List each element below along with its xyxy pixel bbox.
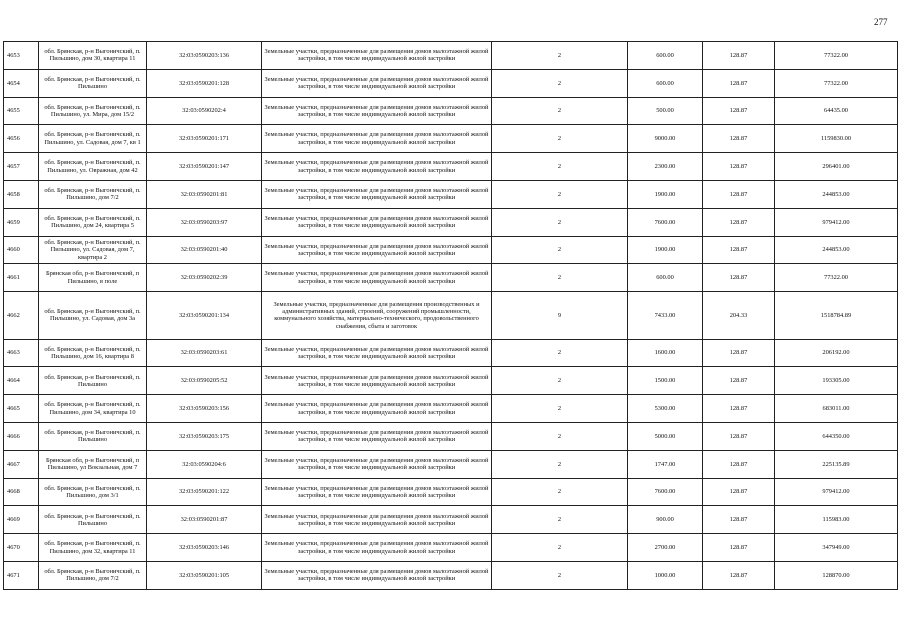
permitted-use-cell: Земельные участки, предназначенные для размещения домов малоэтажной жилой застройки, в том числе индивидуальной жилой застройки xyxy=(262,180,492,208)
permitted-use-cell: Земельные участки, предназначенные для размещения домов малоэтажной жилой застройки, в том числе индивидуальной жилой застройки xyxy=(262,395,492,423)
permitted-use-cell: Земельные участки, предназначенные для размещения домов малоэтажной жилой застройки, в том числе индивидуальной жилой застройки xyxy=(262,236,492,264)
category-cell: 2 xyxy=(492,534,628,562)
area-cell: 2700.00 xyxy=(628,534,703,562)
rate-cell: 204.33 xyxy=(703,292,775,340)
category-cell: 2 xyxy=(492,236,628,264)
table-row xyxy=(4,236,898,264)
permitted-use-cell: Земельные участки, предназначенные для размещения домов малоэтажной жилой застройки, в том числе индивидуальной жилой застройки xyxy=(262,478,492,506)
rate-cell: 128.87 xyxy=(703,339,775,367)
category-cell: 2 xyxy=(492,69,628,97)
cadastral-number-cell: 32:03:0590203:156 xyxy=(147,395,262,423)
table-row xyxy=(4,395,898,423)
permitted-use-cell: Земельные участки, предназначенные для размещения домов малоэтажной жилой застройки, в том числе индивидуальной жилой застройки xyxy=(262,69,492,97)
category-cell: 2 xyxy=(492,450,628,478)
permitted-use-cell: Земельные участки, предназначенные для размещения домов малоэтажной жилой застройки, в том числе индивидуальной жилой застройки xyxy=(262,264,492,292)
cadastral-value-cell: 77322.00 xyxy=(775,69,898,97)
address-cell: обл. Брянская, р-н Выгоничский, п. Пильшино, дом 30, квартира 11 xyxy=(39,42,147,70)
cadastral-value-cell: 77322.00 xyxy=(775,42,898,70)
rate-cell: 128.87 xyxy=(703,264,775,292)
permitted-use-cell: Земельные участки, предназначенные для размещения домов малоэтажной жилой застройки, в том числе индивидуальной жилой застройки xyxy=(262,339,492,367)
cadastral-value-cell: 1159830.00 xyxy=(775,125,898,153)
permitted-use-cell: Земельные участки, предназначенные для размещения домов малоэтажной жилой застройки, в том числе индивидуальной жилой застройки xyxy=(262,562,492,590)
category-cell: 2 xyxy=(492,264,628,292)
row-number-cell: 4661 xyxy=(4,264,39,292)
cadastral-value-cell: 128870.00 xyxy=(775,562,898,590)
permitted-use-cell: Земельные участки, предназначенные для размещения производственных и административных зданий, строений, сооружений промышленности, коммунального хозяйства, материально-технического, продовольственного снабжения, сбыта и заготовок xyxy=(262,292,492,340)
table-row xyxy=(4,97,898,125)
category-cell: 2 xyxy=(492,367,628,395)
table-row xyxy=(4,367,898,395)
table-row xyxy=(4,562,898,590)
address-cell: обл. Брянская, р-н Выгоничский, п. Пильшино, ул. Садовая, дом 3а xyxy=(39,292,147,340)
address-cell: обл. Брянская, р-н Выгоничский, п. Пильшино, дом 32, квартира 11 xyxy=(39,534,147,562)
area-cell: 600.00 xyxy=(628,69,703,97)
cadastral-number-cell: 32:03:0590201:134 xyxy=(147,292,262,340)
category-cell: 2 xyxy=(492,395,628,423)
table-row xyxy=(4,153,898,181)
cadastral-number-cell: 32:03:0590202:39 xyxy=(147,264,262,292)
row-number-cell: 4669 xyxy=(4,506,39,534)
cadastral-value-cell: 979412.00 xyxy=(775,208,898,236)
rate-cell: 128.87 xyxy=(703,423,775,451)
row-number-cell: 4666 xyxy=(4,423,39,451)
table-row xyxy=(4,506,898,534)
category-cell: 2 xyxy=(492,478,628,506)
row-number-cell: 4663 xyxy=(4,339,39,367)
cadastral-number-cell: 32:03:0590201:105 xyxy=(147,562,262,590)
rate-cell: 128.87 xyxy=(703,42,775,70)
area-cell: 5000.00 xyxy=(628,423,703,451)
area-cell: 1900.00 xyxy=(628,180,703,208)
row-number-cell: 4659 xyxy=(4,208,39,236)
address-cell: обл. Брянская, р-н Выгоничский, п. Пильшино, ул. Садовая, дом 7, кв 1 xyxy=(39,125,147,153)
row-number-cell: 4671 xyxy=(4,562,39,590)
row-number-cell: 4667 xyxy=(4,450,39,478)
permitted-use-cell: Земельные участки, предназначенные для размещения домов малоэтажной жилой застройки, в том числе индивидуальной жилой застройки xyxy=(262,208,492,236)
area-cell: 5300.00 xyxy=(628,395,703,423)
cadastral-value-cell: 644350.00 xyxy=(775,423,898,451)
category-cell: 2 xyxy=(492,42,628,70)
area-cell: 9000.00 xyxy=(628,125,703,153)
permitted-use-cell: Земельные участки, предназначенные для размещения домов малоэтажной жилой застройки, в том числе индивидуальной жилой застройки xyxy=(262,450,492,478)
cadastral-value-cell: 244853.00 xyxy=(775,236,898,264)
area-cell: 600.00 xyxy=(628,42,703,70)
rate-cell: 128.87 xyxy=(703,180,775,208)
cadastral-value-cell: 347949.00 xyxy=(775,534,898,562)
permitted-use-cell: Земельные участки, предназначенные для размещения домов малоэтажной жилой застройки, в том числе индивидуальной жилой застройки xyxy=(262,153,492,181)
cadastral-number-cell: 32:03:0590203:175 xyxy=(147,423,262,451)
table-row xyxy=(4,264,898,292)
row-number-cell: 4668 xyxy=(4,478,39,506)
area-cell: 1747.00 xyxy=(628,450,703,478)
row-number-cell: 4665 xyxy=(4,395,39,423)
category-cell: 2 xyxy=(492,97,628,125)
cadastral-value-cell: 77322.00 xyxy=(775,264,898,292)
rate-cell: 128.87 xyxy=(703,395,775,423)
cadastral-number-cell: 32:03:0590201:171 xyxy=(147,125,262,153)
address-cell: обл. Брянская, р-н Выгоничский, п. Пильшино, дом 34, квартира 10 xyxy=(39,395,147,423)
cadastral-value-cell: 225135.89 xyxy=(775,450,898,478)
area-cell: 1600.00 xyxy=(628,339,703,367)
address-cell: обл. Брянская, р-н Выгоничский, п. Пильшино xyxy=(39,506,147,534)
table-row xyxy=(4,450,898,478)
rate-cell: 128.87 xyxy=(703,125,775,153)
rate-cell: 128.87 xyxy=(703,367,775,395)
address-cell: обл. Брянская, р-н Выгоничский, п. Пильшино xyxy=(39,69,147,97)
table-row xyxy=(4,69,898,97)
address-cell: обл. Брянская, р-н Выгоничский, п. Пильшино, ул. Мира, дом 15/2 xyxy=(39,97,147,125)
cadastral-number-cell: 32:03:0590201:128 xyxy=(147,69,262,97)
row-number-cell: 4657 xyxy=(4,153,39,181)
category-cell: 2 xyxy=(492,153,628,181)
cadastral-number-cell: 32:03:0590201:87 xyxy=(147,506,262,534)
area-cell: 1000.00 xyxy=(628,562,703,590)
cadastral-number-cell: 32:03:0590204:6 xyxy=(147,450,262,478)
table-row xyxy=(4,423,898,451)
cadastral-number-cell: 32:03:0590203:146 xyxy=(147,534,262,562)
category-cell: 2 xyxy=(492,339,628,367)
rate-cell: 128.87 xyxy=(703,562,775,590)
area-cell: 7600.00 xyxy=(628,208,703,236)
address-cell: обл. Брянская, р-н Выгоничский, п. Пильшино, дом 16, квартира 8 xyxy=(39,339,147,367)
category-cell: 2 xyxy=(492,423,628,451)
row-number-cell: 4660 xyxy=(4,236,39,264)
address-cell: обл. Брянская, р-н Выгоничский, п. Пильшино, дом 7/2 xyxy=(39,562,147,590)
cadastral-value-cell: 115983.00 xyxy=(775,506,898,534)
rate-cell: 128.87 xyxy=(703,69,775,97)
address-cell: Брянская обл, р-н Выгоничский, п Пильшино, ул Вокзальная, дом 7 xyxy=(39,450,147,478)
row-number-cell: 4670 xyxy=(4,534,39,562)
table-row xyxy=(4,534,898,562)
table-row xyxy=(4,292,898,340)
cadastral-value-cell: 1518784.89 xyxy=(775,292,898,340)
cadastral-value-cell: 206192.00 xyxy=(775,339,898,367)
permitted-use-cell: Земельные участки, предназначенные для размещения домов малоэтажной жилой застройки, в том числе индивидуальной жилой застройки xyxy=(262,97,492,125)
address-cell: обл. Брянская, р-н Выгоничский, п. Пильшино, ул. Овражная, дом 42 xyxy=(39,153,147,181)
permitted-use-cell: Земельные участки, предназначенные для размещения домов малоэтажной жилой застройки, в том числе индивидуальной жилой застройки xyxy=(262,125,492,153)
category-cell: 9 xyxy=(492,292,628,340)
cadastral-number-cell: 32:03:0590201:40 xyxy=(147,236,262,264)
area-cell: 7600.00 xyxy=(628,478,703,506)
cadastral-value-cell: 683011.00 xyxy=(775,395,898,423)
cadastral-number-cell: 32:03:0590201:122 xyxy=(147,478,262,506)
cadastral-value-cell: 193305.00 xyxy=(775,367,898,395)
page-number: 277 xyxy=(874,17,888,27)
area-cell: 7433.00 xyxy=(628,292,703,340)
row-number-cell: 4662 xyxy=(4,292,39,340)
row-number-cell: 4653 xyxy=(4,42,39,70)
rate-cell: 128.87 xyxy=(703,450,775,478)
address-cell: обл. Брянская, р-н Выгоничский, п. Пильшино xyxy=(39,367,147,395)
cadastral-number-cell: 32:03:0590202:4 xyxy=(147,97,262,125)
area-cell: 900.00 xyxy=(628,506,703,534)
rate-cell: 128.87 xyxy=(703,153,775,181)
rate-cell: 128.87 xyxy=(703,478,775,506)
area-cell: 2300.00 xyxy=(628,153,703,181)
row-number-cell: 4664 xyxy=(4,367,39,395)
table-row xyxy=(4,42,898,70)
cadastral-number-cell: 32:03:0590203:61 xyxy=(147,339,262,367)
area-cell: 600.00 xyxy=(628,264,703,292)
cadastral-number-cell: 32:03:0590203:136 xyxy=(147,42,262,70)
table-row xyxy=(4,208,898,236)
category-cell: 2 xyxy=(492,506,628,534)
address-cell: обл. Брянская, р-н Выгоничский, п. Пильшино, дом 3/1 xyxy=(39,478,147,506)
cadastral-number-cell: 32:03:0590201:81 xyxy=(147,180,262,208)
area-cell: 500.00 xyxy=(628,97,703,125)
permitted-use-cell: Земельные участки, предназначенные для размещения домов малоэтажной жилой застройки, в том числе индивидуальной жилой застройки xyxy=(262,506,492,534)
cadastral-number-cell: 32:03:0590201:147 xyxy=(147,153,262,181)
table-row xyxy=(4,125,898,153)
cadastral-value-cell: 979412.00 xyxy=(775,478,898,506)
category-cell: 2 xyxy=(492,180,628,208)
row-number-cell: 4655 xyxy=(4,97,39,125)
rate-cell: 128.87 xyxy=(703,97,775,125)
rate-cell: 128.87 xyxy=(703,208,775,236)
rate-cell: 128.87 xyxy=(703,236,775,264)
table-row xyxy=(4,180,898,208)
category-cell: 2 xyxy=(492,562,628,590)
row-number-cell: 4656 xyxy=(4,125,39,153)
address-cell: обл. Брянская, р-н Выгоничский, п. Пильшино, дом 7/2 xyxy=(39,180,147,208)
area-cell: 1900.00 xyxy=(628,236,703,264)
area-cell: 1500.00 xyxy=(628,367,703,395)
cadastral-number-cell: 32:03:0590203:97 xyxy=(147,208,262,236)
category-cell: 2 xyxy=(492,125,628,153)
cadastral-number-cell: 32:03:0590205:52 xyxy=(147,367,262,395)
cadastral-value-cell: 64435.00 xyxy=(775,97,898,125)
address-cell: обл. Брянская, р-н Выгоничский, п. Пильшино, дом 24, квартира 5 xyxy=(39,208,147,236)
permitted-use-cell: Земельные участки, предназначенные для размещения домов малоэтажной жилой застройки, в том числе индивидуальной жилой застройки xyxy=(262,534,492,562)
rate-cell: 128.87 xyxy=(703,534,775,562)
table-row xyxy=(4,478,898,506)
cadastral-value-cell: 244853.00 xyxy=(775,180,898,208)
row-number-cell: 4658 xyxy=(4,180,39,208)
permitted-use-cell: Земельные участки, предназначенные для размещения домов малоэтажной жилой застройки, в том числе индивидуальной жилой застройки xyxy=(262,42,492,70)
row-number-cell: 4654 xyxy=(4,69,39,97)
permitted-use-cell: Земельные участки, предназначенные для размещения домов малоэтажной жилой застройки, в том числе индивидуальной жилой застройки xyxy=(262,367,492,395)
cadastral-value-cell: 296401.00 xyxy=(775,153,898,181)
address-cell: Брянская обл, р-н Выгоничский, п Пильшино, в поле xyxy=(39,264,147,292)
address-cell: обл. Брянская, р-н Выгоничский, п. Пильшино xyxy=(39,423,147,451)
rate-cell: 128.87 xyxy=(703,506,775,534)
address-cell: обл. Брянская, р-н Выгоничский, п. Пильшино, ул. Садовая, дом 7, квартира 2 xyxy=(39,236,147,264)
permitted-use-cell: Земельные участки, предназначенные для размещения домов малоэтажной жилой застройки, в том числе индивидуальной жилой застройки xyxy=(262,423,492,451)
table-row xyxy=(4,339,898,367)
category-cell: 2 xyxy=(492,208,628,236)
land-registry-table xyxy=(3,41,898,590)
